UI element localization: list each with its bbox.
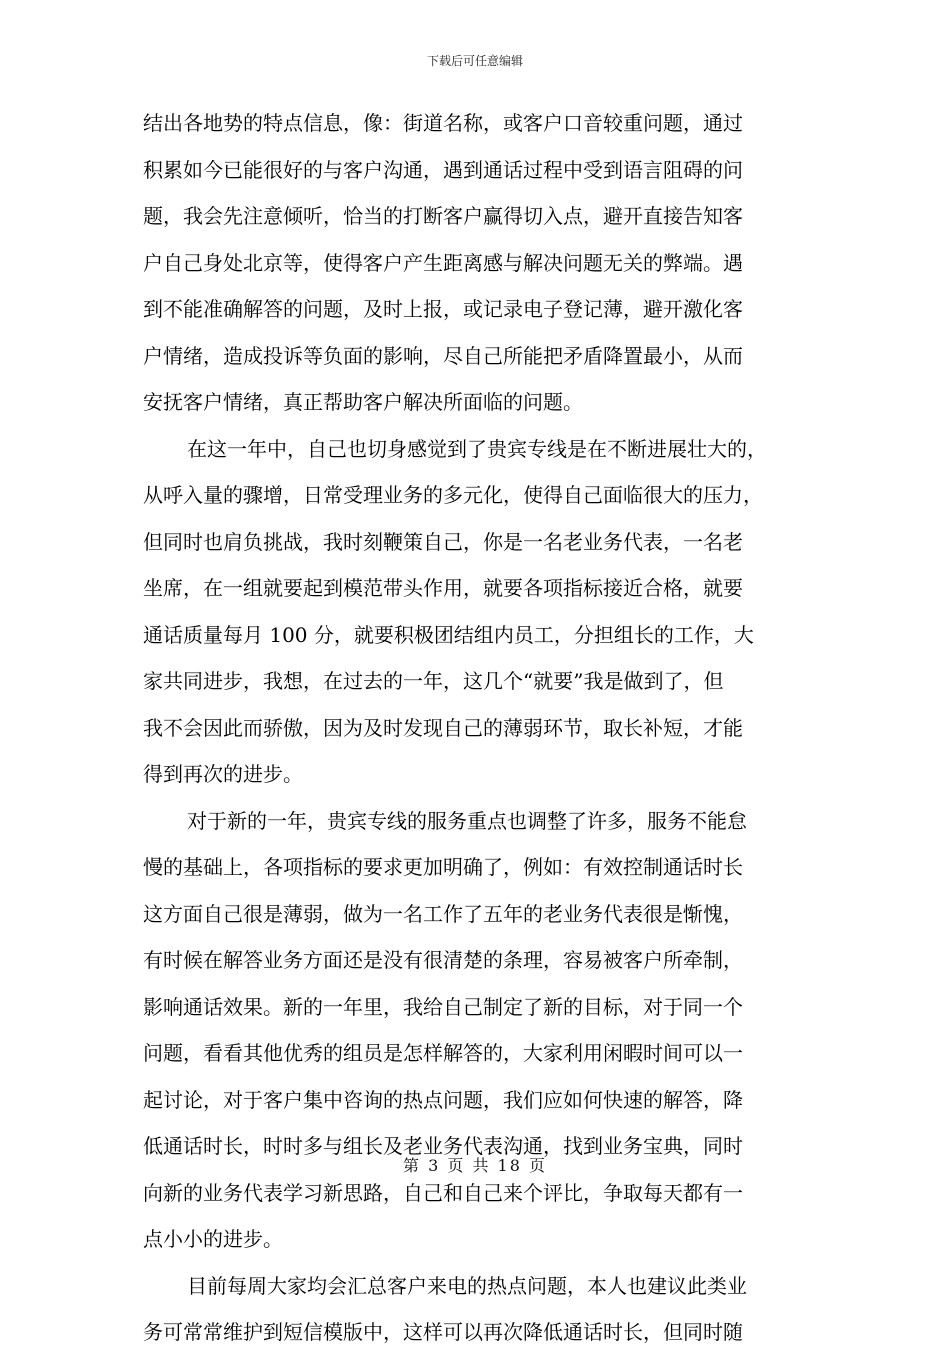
text-line: 问题，看看其他优秀的组员是怎样解答的，大家利用闲暇时间可以一 xyxy=(143,1041,743,1065)
text-line: 我不会因此而骄傲，因为及时发现自己的薄弱环节，取长补短，才能 xyxy=(143,715,743,740)
text-line: 慢的基础上，各项指标的要求更加明确了，例如：有效控制通话时长 xyxy=(143,855,743,879)
text-line: 点小小的进步。 xyxy=(143,1227,283,1251)
text-line: 坐席，在一组就要起到模范带头作用，就要各项指标接近合格，就要 xyxy=(143,576,743,600)
text-line: 户情绪，造成投诉等负面的影响，尽自己所能把矛盾降置最小，从而 xyxy=(143,343,743,368)
paragraph-first-line: 目前每周大家均会汇总客户来电的热点问题，本人也建议此类业 xyxy=(187,1273,747,1298)
text-line: 到不能准确解答的问题，及时上报，或记录电子登记薄，避开激化客 xyxy=(143,297,743,321)
text-line: 这方面自己很是薄弱，做为一名工作了五年的老业务代表很是惭愧， xyxy=(143,901,743,926)
text-line: 户自己身处北京等，使得客户产生距离感与解决问题无关的弊端。遇 xyxy=(143,250,743,275)
text-line: 向新的业务代表学习新思路，自己和自己来个评比，争取每天都有一 xyxy=(143,1180,743,1205)
text-line: 起讨论，对于客户集中咨询的热点问题，我们应如何快速的解答，降 xyxy=(143,1087,743,1112)
text-line: 但同时也肩负挑战，我时刻鞭策自己，你是一名老业务代表，一名老 xyxy=(143,529,743,554)
text-line: 有时候在解答业务方面还是没有很清楚的条理，容易被客户所牵制， xyxy=(143,948,743,972)
text-line: 低通话时长，时时多与组长及老业务代表沟通，找到业务宝典，同时 xyxy=(143,1134,743,1158)
text-line: 通话质量每月 100 分，就要积极团结组内员工，分担组长的工作，大 xyxy=(143,622,754,647)
text-line: 安抚客户情绪，真正帮助客户解决所面临的问题。 xyxy=(143,390,583,414)
text-line: 积累如今已能很好的与客户沟通，遇到通话过程中受到语言阻碍的问 xyxy=(143,157,743,182)
text-line: 务可常常维护到短信模版中，这样可以再次降低通话时长，但同时随 xyxy=(143,1320,743,1344)
paragraph-first-line: 在这一年中，自己也切身感觉到了贵宾专线是在不断进展壮大的， xyxy=(187,436,767,461)
text-line: 从呼入量的骤增，日常受理业务的多元化，使得自己面临很大的压力， xyxy=(143,483,763,507)
text-line: 影响通话效果。新的一年里，我给自己制定了新的目标，对于同一个 xyxy=(143,994,743,1019)
text-line: 家共同进步，我想，在过去的一年，这几个“就要”我是做到了，但 xyxy=(143,669,724,693)
page-number-footer: 第 3 页 共 18 页 xyxy=(403,1156,547,1175)
text-line: 得到再次的进步。 xyxy=(143,762,303,786)
paragraph-first-line: 对于新的一年，贵宾专线的服务重点也调整了许多，服务不能怠 xyxy=(187,808,747,833)
page-header: 下载后可任意编辑 xyxy=(426,54,523,68)
text-line: 结出各地势的特点信息，像：街道名称，或客户口音较重问题，通过 xyxy=(143,111,743,135)
text-line: 题，我会先注意倾听，恰当的打断客户赢得切入点，避开直接告知客 xyxy=(143,204,743,228)
